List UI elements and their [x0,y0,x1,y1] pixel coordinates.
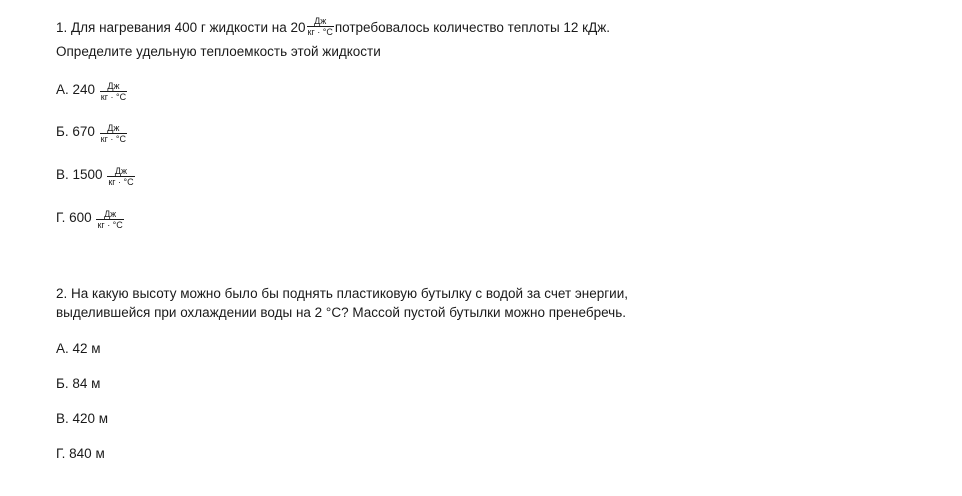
unit-numerator: Дж [307,16,334,27]
unit-fraction [307,16,334,37]
question-2-option-d[interactable]: Г. 840 м [56,446,105,461]
option-label: В. 1500 [56,167,103,183]
question-1-text-before: 1. Для нагревания 400 г жидкости на 20 [56,20,306,36]
option-label: Г. 600 [56,210,92,226]
unit-numerator: Дж [100,81,127,92]
question-1-option-b[interactable] [56,122,128,143]
unit-numerator: Дж [107,166,134,177]
option-label: А. 240 [56,82,96,98]
question-1-option-a[interactable] [56,80,128,101]
unit-denominator: кг · °C [307,27,333,37]
question-2-line-2: выделившейся при охлаждении воды на 2 °C? Массой пустой бутылки можно пренебречь. [56,305,626,320]
question-2-option-b[interactable]: Б. 84 м [56,376,101,391]
question-1-option-d[interactable] [56,208,125,229]
unit-numerator: Дж [100,123,127,134]
unit-fraction [100,123,127,144]
unit-fraction [100,81,127,102]
question-2-line-1: 2. На какую высоту можно было бы поднять пластиковую бутылку с водой за счет энергии, [56,286,629,301]
question-1-text-after: потребовалось количество теплоты 12 кДж. [334,20,611,36]
unit-numerator: Дж [96,209,123,220]
question-1-line-1 [56,18,610,39]
unit-denominator: кг · °C [100,134,126,144]
unit-denominator: кг · °C [108,177,134,187]
unit-fraction [96,209,123,230]
question-2-option-c[interactable]: В. 420 м [56,411,109,426]
unit-denominator: кг · °C [97,220,123,230]
unit-denominator: кг · °C [100,92,127,102]
question-2-option-a[interactable]: А. 42 м [56,341,101,356]
question-1-option-c[interactable] [56,165,136,186]
unit-fraction [107,166,134,187]
question-1-line-2: Определите удельную теплоемкость этой жидкости [56,44,381,59]
option-label: Б. 670 [56,124,95,140]
